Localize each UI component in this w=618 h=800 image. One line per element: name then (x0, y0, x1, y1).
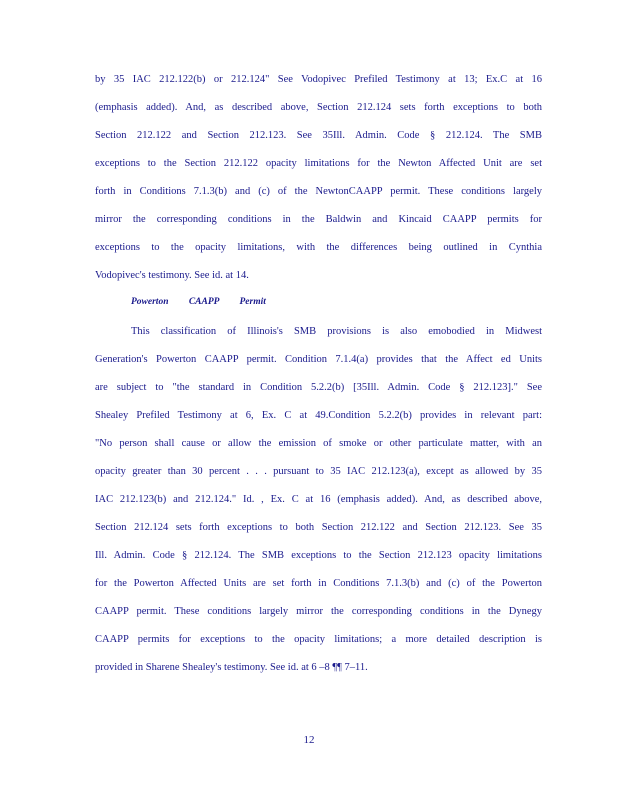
paragraph-line: (emphasis added). And, as described above, Section 212.124 sets forth exceptions to both (95, 102, 542, 113)
paragraph-line: Section 212.122 and Section 212.123. See 35Ill. Admin. Code § 212.124. The SMB (95, 130, 542, 141)
paragraph-line: are subject to "the standard in Condition 5.2.2(b) [35Ill. Admin. Code § 212.123]." See (95, 382, 542, 393)
page-number: 12 (303, 734, 315, 746)
paragraph-line: IAC 212.123(b) and 212.124." Id. , Ex. C at 16 (emphasis added). And, as described above, (95, 494, 542, 505)
section-heading: Powerton CAAPP Permit (131, 297, 266, 307)
paragraph-line: forth in Conditions 7.1.3(b) and (c) of the NewtonCAAPP permit. These conditions largely (95, 186, 542, 197)
paragraph-line: exceptions to the Section 212.122 opacity limitations for the Newton Affected Unit are set (95, 158, 542, 169)
paragraph-line: CAAPP permits for exceptions to the opacity limitations; a more detailed description is (95, 634, 542, 645)
paragraph-line: CAAPP permit. These conditions largely mirror the corresponding conditions in the Dynegy (95, 606, 542, 617)
paragraph-line: This classification of Illinois's SMB provisions is also emobodied in Midwest (131, 326, 542, 337)
paragraph-line: Generation's Powerton CAAPP permit. Condition 7.1.4(a) provides that the Affect ed Units (95, 354, 542, 365)
paragraph-line: "No person shall cause or allow the emission of smoke or other particulate matter, with an (95, 438, 542, 449)
paragraph-line: Ill. Admin. Code § 212.124. The SMB exceptions to the Section 212.123 opacity limitations (95, 550, 542, 561)
paragraph-line: provided in Sharene Shealey's testimony. See id. at 6 –8 ¶¶ 7–11. (95, 662, 368, 673)
paragraph-line: Shealey Prefiled Testimony at 6, Ex. C at 49.Condition 5.2.2(b) provides in relevant part: (95, 410, 542, 421)
paragraph-line: by 35 IAC 212.122(b) or 212.124" See Vodopivec Prefiled Testimony at 13; Ex.C at 16 (95, 74, 542, 85)
paragraph-line: exceptions to the opacity limitations, with the differences being outlined in Cynthia (95, 242, 542, 253)
paragraph-line: Vodopivec's testimony. See id. at 14. (95, 270, 249, 281)
paragraph-line: Section 212.124 sets forth exceptions to both Section 212.122 and Section 212.123. See 35 (95, 522, 542, 533)
paragraph-line: for the Powerton Affected Units are set forth in Conditions 7.1.3(b) and (c) of the Powerton (95, 578, 542, 589)
paragraph-line: opacity greater than 30 percent . . . pursuant to 35 IAC 212.123(a), except as allowed by 35 (95, 466, 542, 477)
paragraph-line: mirror the corresponding conditions in the Baldwin and Kincaid CAAPP permits for (95, 214, 542, 225)
